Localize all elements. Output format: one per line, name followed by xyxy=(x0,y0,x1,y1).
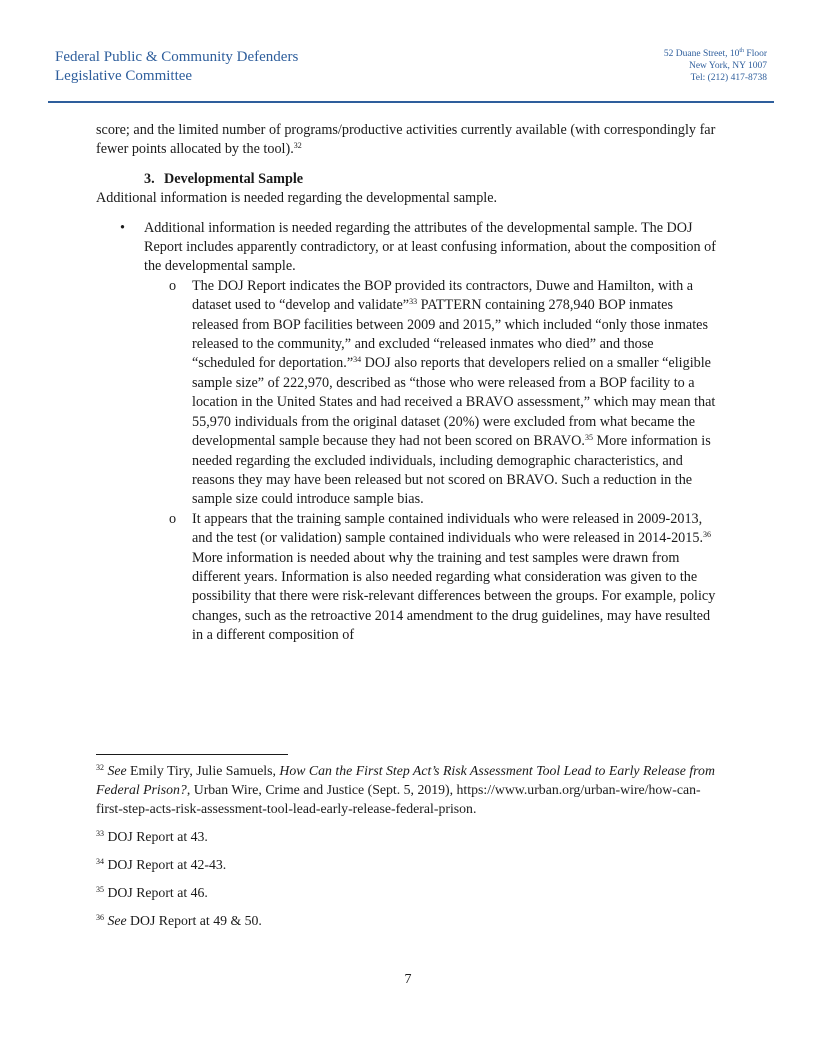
org-committee: Legislative Committee xyxy=(55,68,193,84)
org-name: Federal Public & Community Defenders xyxy=(55,49,299,65)
footnote-ref-33[interactable]: 33 xyxy=(409,297,418,307)
circle-bullet-icon: o xyxy=(169,510,177,527)
footnote-36: $^{36}$ See DOJ Report at 49 & 50. xyxy=(96,913,262,928)
address-city: New York, NY 1007 xyxy=(688,61,767,71)
footnote-32-citation: , Urban Wire, Crime and Justice (Sept. 5, 2019), https://www.urban.org/urban-wire/how-can-first-step-acts-risk-assessment-tool-lead-early-release-federal-prison. xyxy=(96,782,701,816)
sub-list-item: o It appears that the training sample contained individuals who were released in 2009-2013, and the test (or validation) sample contained individuals who were released in 2014-2015.36 More information is needed about why the training and test samples were drawn from different years. Information is also needed regarding what consideration was given to the possibility that there were risk-relevant differences between the groups. For example, policy changes, such as the retroactive 2014 amendment to the drug guidelines, may have resulted in a different composition of xyxy=(169,510,716,644)
footnote-32: $^{32}$ See Emily Tiry, Julie Samuels, How Can the First Step Act’s Risk Assessment Tool Lead to Early Release from Federal Prison?, Urban Wire, Crime and Justice (Sept. 5, 2019), https://www.urban.org/urban-wire/how-can-first-step-acts-risk-assessment-tool-lead-early-release-federal-prison. xyxy=(96,763,715,816)
footnote-ref-35[interactable]: 35 xyxy=(584,433,593,443)
sub-bullet-list xyxy=(144,277,720,646)
footnote-ref-36[interactable]: 36 xyxy=(703,530,711,540)
header-rule xyxy=(48,101,774,103)
footnote-ref-34[interactable]: 34 xyxy=(353,355,362,365)
circle-bullet-icon: o xyxy=(169,277,177,294)
section-intro: Additional information is needed regarding the developmental sample. xyxy=(96,190,498,207)
footnote-35: $^{35}$ DOJ Report at 46. xyxy=(96,885,208,900)
section-heading: 3. Developmental Sample xyxy=(144,170,304,187)
footnotes xyxy=(96,761,720,939)
footnote-ref-32[interactable]: 32 xyxy=(293,141,302,151)
bullet-list xyxy=(96,219,720,646)
bullet-icon: • xyxy=(120,219,125,236)
letterhead-org xyxy=(55,48,298,86)
footnote-34: $^{34}$ DOJ Report at 42-43. xyxy=(96,857,227,872)
intro-paragraph: score; and the limited number of programs/productive activities currently available (with correspondingly far fewer points allocated by the tool).$^{32}$ xyxy=(96,122,716,158)
letterhead-address xyxy=(664,48,767,84)
list-item: • Additional information is needed regarding the attributes of the developmental sample. The DOJ Report includes apparently contradictory, or at least confusing information, about the composition of the developmental sample. o The DOJ Report indicates the BOP provided its contractors, Duwe and Hamilton, with a dataset used to “develop and validate”$^{33}$ PATTERN containing 278,940 BOP inmates released from BOP facilities between 2009 and 2015,” which included “only those inmates released to the community,” and excluded “released inmates who died” and those “scheduled for deportation.”$^{34}$ DOJ also reports that developers relied on a smaller “eligible sample size” of 222,970, described as “those who were released from a BOP facility to a location in the United States and had received a BRAVO assessment,” which may mean that 55,970 individuals from the original dataset (20%) were excluded from what became the developmental sample because they had not been scored on BRAVO.$^{35}$ More information is needed regarding the excluded individuals, including demographic characteristics, and reasons they may have been released but not scored on BRAVO. Such a reduction in the sample size could introduce sample bias. o It appears that the training sample contained individuals who were released in 2009-2013, and the test (or validation) sample contained individuals who were released in 2014-2015.36 More information is needed about why the training and test samples were drawn from different years. Information is also needed regarding what consideration was given to the possibility that there were risk-relevant differences between the groups. For example, policy changes, such as the retroactive 2014 amendment to the drug guidelines, may have resulted in a different composition of xyxy=(96,219,720,646)
body-text xyxy=(96,121,720,646)
address-phone: Tel: (212) 417-8738 xyxy=(690,73,767,83)
footnote-separator xyxy=(96,754,288,755)
page-number: 7 xyxy=(404,972,412,987)
sub-list-item: o The DOJ Report indicates the BOP provided its contractors, Duwe and Hamilton, with a dataset used to “develop and validate”$^{33}$ PATTERN containing 278,940 BOP inmates released from BOP facilities between 2009 and 2015,” which included “only those inmates released to the community,” and excluded “released inmates who died” and those “scheduled for deportation.”$^{34}$ DOJ also reports that developers relied on a smaller “eligible sample size” of 222,970, described as “those who were released from a BOP facility to a location in the United States and had received a BRAVO assessment,” which may mean that 55,970 individuals from the original dataset (20%) were excluded from what became the developmental sample because they had not been scored on BRAVO.$^{35}$ More information is needed regarding the excluded individuals, including demographic characteristics, and reasons they may have been released but not scored on BRAVO. Such a reduction in the sample size could introduce sample bias. xyxy=(169,277,716,508)
address-street: 52 Duane Street, 10th Floor xyxy=(663,48,767,59)
footnote-33: $^{33}$ DOJ Report at 43. xyxy=(96,829,208,844)
